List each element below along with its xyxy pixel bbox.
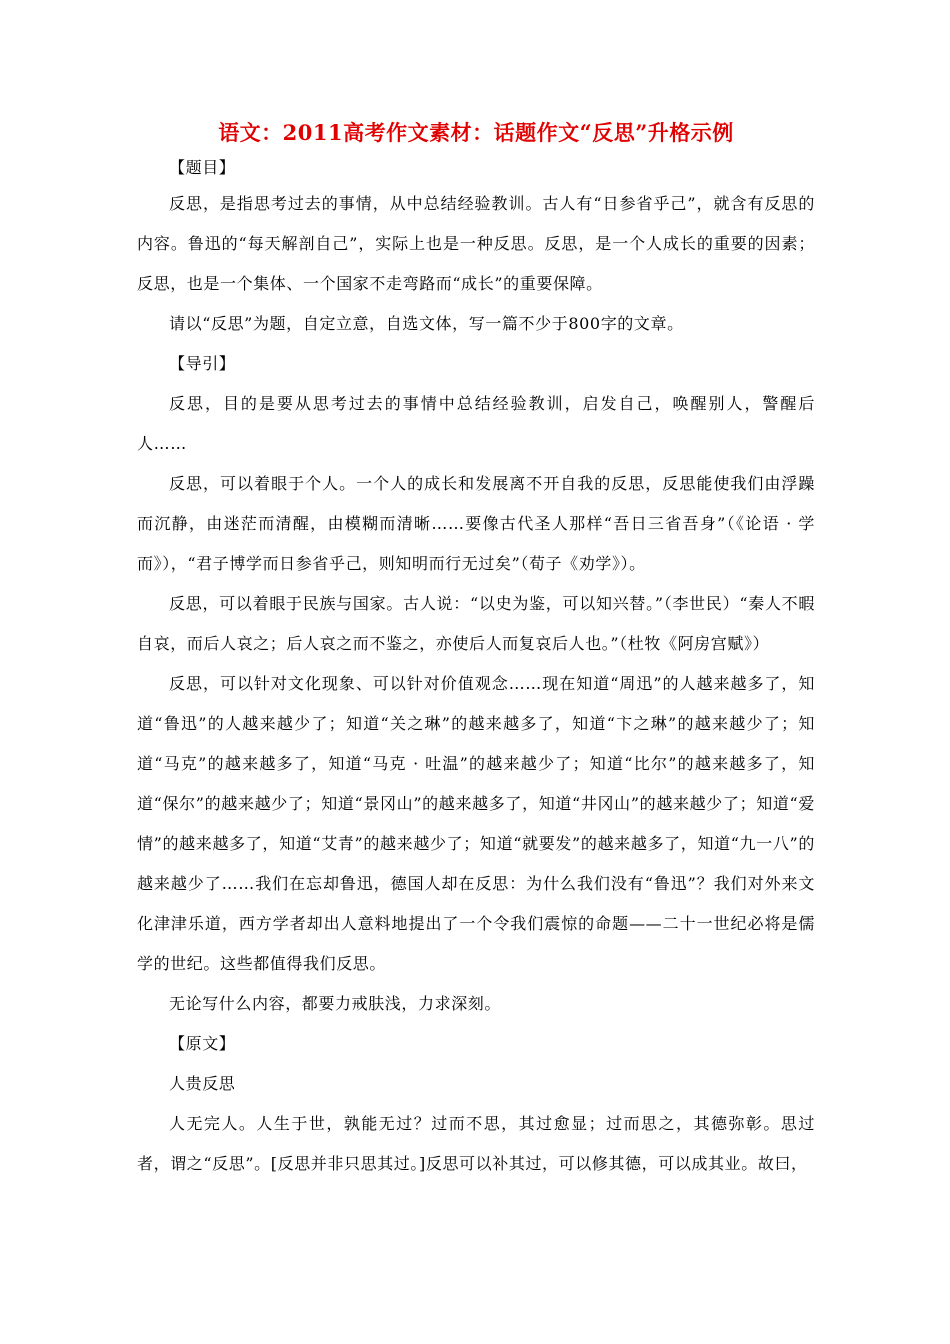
paragraph-topic-requirement: 请以“反思”为题，自定立意，自选文体，写一篇不少于800字的文章。: [169, 314, 684, 333]
paragraph-guide-nation: 反思，可以着眼于民族与国家。古人说：“以史为鉴，可以知兴替。”（李世民）“秦人不暇自哀，而后人哀之；后人哀之而不鉴之，亦使后人而复哀后人也。”（杜牧《阿房宫赋》）: [137, 594, 815, 653]
section-heading-guide: 【导引】: [169, 354, 236, 373]
document-page: [137, 118, 815, 1184]
section-heading-original: 【原文】: [169, 1034, 236, 1053]
section-heading-topic: 【题目】: [169, 158, 236, 177]
paragraph-guide-summary: 无论写什么内容，都要力戒肤浅，力求深刻。: [169, 994, 502, 1013]
document-title: 语文：2011高考作文素材：话题作文“反思”升格示例: [218, 120, 734, 145]
paragraph-guide-individual: 反思，可以着眼于个人。一个人的成长和发展离不开自我的反思，反思能使我们由浮躁而沉静，由迷茫而清醒，由模糊而清晰……要像古代圣人那样“吾日三省吾身”（《论语 · 学而》），“君子博学而日参省乎己，则知明而行无过矣”（荀子《劝学》）。: [137, 474, 815, 573]
paragraph-guide-culture: 反思，可以针对文化现象、可以针对价值观念……现在知道“周迅”的人越来越多了，知道“鲁迅”的人越来越少了；知道“关之琳”的越来越多了，知道“卞之琳”的越来越少了；知道“马克”的越来越多了，知道“马克 · 吐温”的越来越少了；知道“比尔”的越来越多了，知道“保尔”的越来越少了；知道“景冈山”的越来越多了，知道“井冈山”的越来越少了；知道“爱情”的越来越多了，知道“艾青”的越来越少了；知道“就要发”的越来越多了，知道“九一八”的越来越少了……我们在忘却鲁迅，德国人却在反思：为什么我们没有“鲁迅”？我们对外来文化津津乐道，西方学者却出人意料地提出了一个令我们震惊的命题——二十一世纪必将是儒学的世纪。这些都值得我们反思。: [137, 674, 815, 973]
paragraph-topic-description: 反思，是指思考过去的事情，从中总结经验教训。古人有“日参省乎己”，就含有反思的内容。鲁迅的“每天解剖自己”，实际上也是一种反思。反思，是一个人成长的重要的因素；反思，也是一个集体、一个国家不走弯路而“成长”的重要保障。: [137, 194, 815, 293]
essay-title: 人贵反思: [169, 1074, 236, 1093]
paragraph-guide-purpose: 反思，目的是要从思考过去的事情中总结经验教训，启发自己，唤醒别人，警醒后人……: [137, 394, 815, 453]
paragraph-essay-opening: 人无完人。人生于世，孰能无过？过而不思，其过愈显；过而思之，其德弥彰。思过者，谓之“反思”。[反思并非只思其过。]反思可以补其过，可以修其德，可以成其业。故曰，: [137, 1114, 815, 1173]
